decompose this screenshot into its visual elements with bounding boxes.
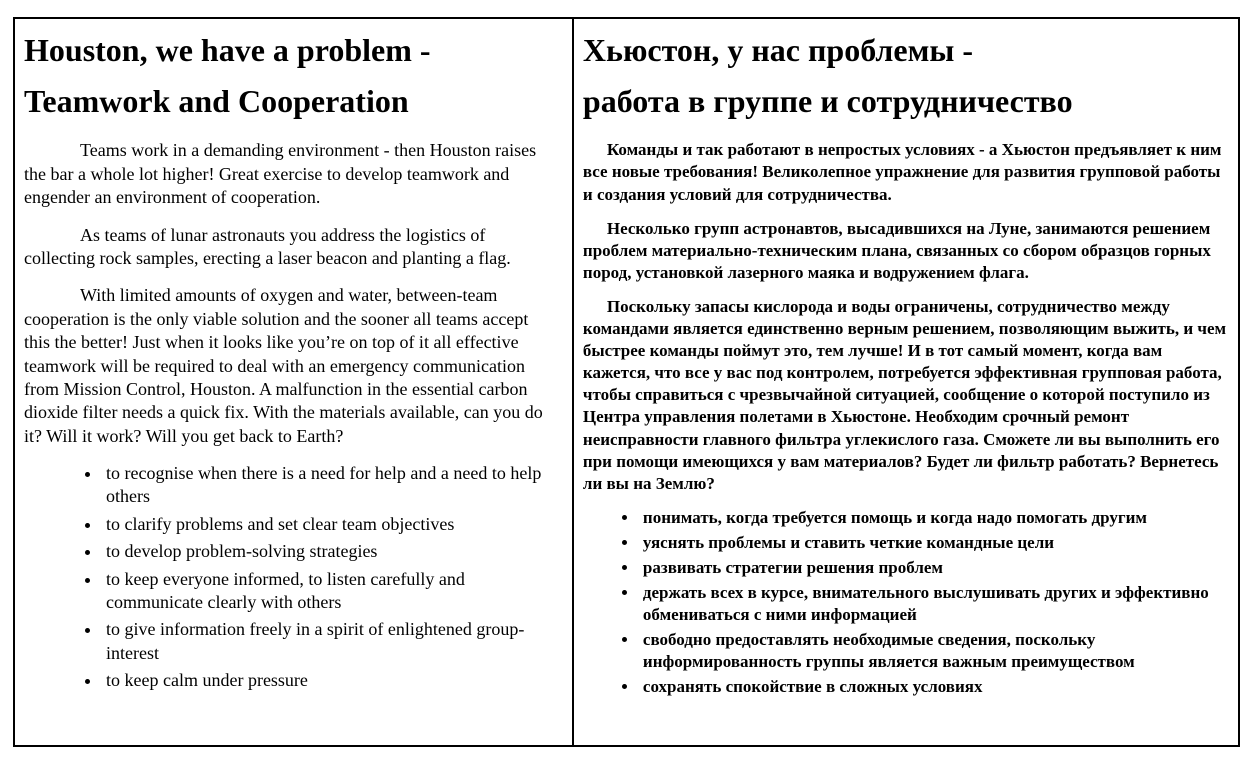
english-title-line1: Houston, we have a problem - xyxy=(24,32,431,68)
russian-title-line1: Хьюстон, у нас проблемы - xyxy=(582,32,973,68)
russian-bullet-4: • держать всех в курсе, внимательного выслушивать других и эффективно обмениваться с ними информацией xyxy=(639,582,1228,626)
russian-paragraph-3: Поскольку запасы кислорода и воды ограничены, сотрудничество между командами является единственно верным решением, позволяющим выжить, и чем быстрее команды поймут это, тем лучше! И в тот самый момент, когда вам кажется, что все у вас под контролем, потребуется эффективная групповая работа, чтобы справиться с чрезвычайной ситуацией, сообщение о которой поступило из Центра управления полетами в Хьюстоне. Необходим срочный ремонт неисправности главного фильтра углекислого газа. Сможете ли вы выполнить его при помощи имеющихся у вам материалов? Будет ли фильтр работать? Вернетесь ли вы на Землю? xyxy=(582,296,1227,493)
english-column xyxy=(15,19,574,745)
russian-bullet-3: • развивать стратегии решения проблем xyxy=(639,557,1228,579)
russian-title-line2: работа в группе и сотрудничество xyxy=(582,83,1073,120)
english-bullet-5: • to give information freely in a spirit of enlightened group-interest xyxy=(102,618,558,665)
bilingual-table xyxy=(13,17,1240,747)
english-bullet-3: • to develop problem-solving strategies xyxy=(102,540,558,563)
english-bullet-6: • to keep calm under pressure xyxy=(102,669,558,692)
english-title xyxy=(24,25,558,127)
russian-bullet-6: • сохранять спокойствие в сложных условиях xyxy=(639,676,1228,698)
russian-bullet-2: • уяснять проблемы и ставить четкие командные цели xyxy=(639,532,1228,554)
english-bullet-list xyxy=(24,462,558,693)
russian-bullet-5: • свободно предоставлять необходимые сведения, поскольку информированность группы является важным преимуществом xyxy=(639,629,1228,673)
english-paragraph-2: As teams of lunar astronauts you address the logistics of collecting rock samples, erecting a laser beacon and planting a flag. xyxy=(24,224,511,268)
english-bullet-2: • to clarify problems and set clear team objectives xyxy=(102,513,558,536)
english-title-line2: Teamwork and Cooperation xyxy=(24,83,409,120)
russian-bullet-list xyxy=(583,507,1228,699)
english-paragraph-3: With limited amounts of oxygen and water, between-team cooperation is the only viable solution and the sooner all teams accept this the better! Just when it looks like you’re on top of it all effective teamwork will be required to deal with an emergency communication from Mission Control, Houston. A malfunction in the essential carbon dioxide filter needs a quick fix. With the materials available, can you do it? Will it work? Will you get back to Earth? xyxy=(24,285,543,446)
russian-paragraph-1: Команды и так работают в непростых условиях - а Хьюстон предъявляет к ним все новые требования! Великолепное упражнение для развития групповой работы и создания условий для сотрудничества. xyxy=(582,140,1222,204)
russian-column xyxy=(574,19,1238,745)
russian-title xyxy=(583,25,1228,127)
english-paragraph-1: Teams work in a demanding environment - then Houston raises the bar a whole lot higher! Great exercise to develop teamwork and engender an environment of cooperation. xyxy=(24,140,537,208)
russian-paragraph-2: Несколько групп астронавтов, высадившихся на Луне, занимаются решением проблем материально-техническим плана, связанных со сбором образцов горных пород, установкой лазерного маяка и водружением флага. xyxy=(582,218,1211,282)
english-bullet-4: • to keep everyone informed, to listen carefully and communicate clearly with others xyxy=(102,568,558,615)
russian-bullet-1: • понимать, когда требуется помощь и когда надо помогать другим xyxy=(639,507,1228,529)
english-bullet-1: • to recognise when there is a need for help and a need to help others xyxy=(102,462,558,509)
